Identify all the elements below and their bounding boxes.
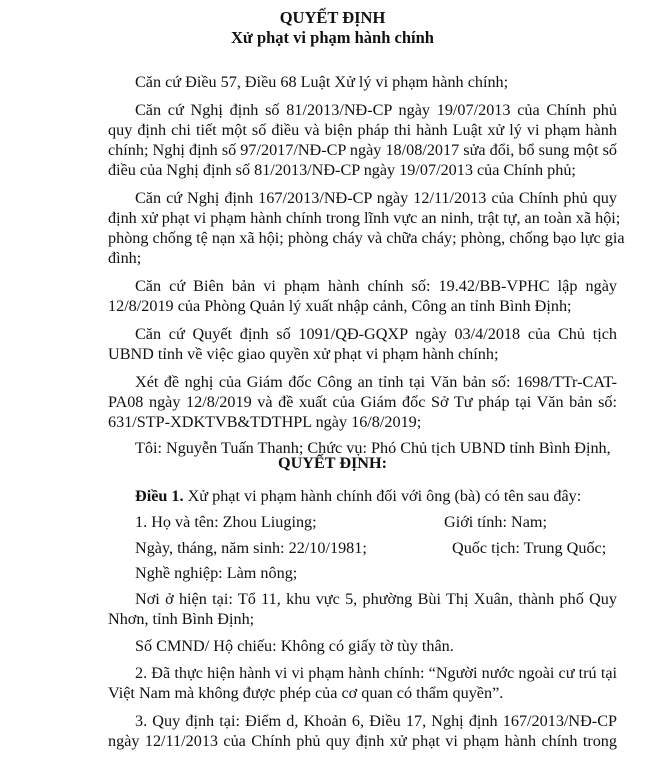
violation-line-2: Việt Nam mà không được phép của cơ quan có thẩm quyền”. [108, 684, 504, 702]
preamble-paragraph-3-line-2: định xử phạt vi phạm hành chính trong lĩnh vực an ninh, trật tự, an toàn xã hội; [108, 209, 621, 227]
regulation-line-1: 3. Quy định tại: Điểm d, Khoản 6, Điều 17, Nghị định 167/2013/NĐ-CP [135, 712, 617, 730]
regulation-line-2: ngày 12/11/2013 của Chính phủ quy định xử phạt vi phạm hành chính trong [108, 732, 617, 750]
preamble-paragraph-2-line-4: điều của Nghị định số 81/2013/NĐ-CP ngày 19/07/2013 của Chính phủ; [108, 161, 576, 179]
preamble-paragraph-4-line-1: Căn cứ Biên bản vi phạm hành chính số: 19.42/BB-VPHC lập ngày [135, 277, 617, 295]
preamble-paragraph-2-line-1: Căn cứ Nghị định số 81/2013/NĐ-CP ngày 19/07/2013 của Chính phủ [135, 101, 617, 119]
preamble-paragraph-2-line-3: chính; Nghị định số 97/2017/NĐ-CP ngày 18/08/2017 sửa đổi, bổ sung một số [108, 141, 617, 159]
person-name: 1. Họ và tên: Zhou Liuging; [135, 513, 317, 531]
person-dob: Ngày, tháng, năm sinh: 22/10/1981; [135, 539, 367, 557]
person-occupation: Nghề nghiệp: Làm nông; [135, 564, 298, 582]
preamble-paragraph-3-line-4: đình; [108, 249, 142, 267]
preamble-paragraph-1: Căn cứ Điều 57, Điều 68 Luật Xử lý vi phạm hành chính; [135, 73, 509, 91]
preamble-paragraph-2-line-2: quy định chi tiết một số điều và biện pháp thi hành Luật xử lý vi phạm hành [108, 121, 617, 139]
preamble-paragraph-5-line-1: Căn cứ Quyết định số 1091/QĐ-GQXP ngày 03/4/2018 của Chủ tịch [135, 325, 617, 343]
article-1-text: Xử phạt vi phạm hành chính đối với ông (bà) có tên sau đây: [183, 487, 582, 505]
person-residence-line-1: Nơi ở hiện tại: Tổ 11, khu vực 5, phường Bùi Thị Xuân, thành phố Quy [135, 590, 617, 608]
violation-line-1: 2. Đã thực hiện hành vi vi phạm hành chính: “Người nước ngoài cư trú tại [135, 664, 617, 682]
preamble-paragraph-6-line-2: PA08 ngày 12/8/2019 và đề xuất của Giám đốc Sở Tư pháp tại Văn bản số: [108, 393, 617, 411]
decision-heading: QUYẾT ĐỊNH: [278, 454, 387, 472]
preamble-paragraph-6-line-3: 631/STP-XDKTVB&TDTHPL ngày 16/8/2019; [108, 413, 422, 431]
person-gender: Giới tính: Nam; [444, 513, 547, 531]
article-1 [135, 486, 581, 506]
preamble-paragraph-5-line-2: UBND tỉnh về việc giao quyền xử phạt vi phạm hành chính; [108, 345, 499, 363]
preamble-paragraph-6-line-1: Xét đề nghị của Giám đốc Công an tỉnh tại Văn bản số: 1698/TTr-CAT- [135, 373, 617, 391]
person-residence-line-2: Nhơn, tỉnh Bình Định; [108, 610, 255, 628]
person-id-document: Số CMND/ Hộ chiếu: Không có giấy tờ tùy thân. [135, 637, 454, 655]
article-1-label: Điều 1. [135, 487, 184, 505]
document-subtitle: Xử phạt vi phạm hành chính [231, 28, 434, 47]
person-nationality: Quốc tịch: Trung Quốc; [452, 539, 607, 557]
preamble-paragraph-3-line-1: Căn cứ Nghị định 167/2013/NĐ-CP ngày 12/11/2013 của Chính phủ quy [135, 189, 617, 207]
document-title: QUYẾT ĐỊNH [279, 8, 386, 27]
preamble-paragraph-3-line-3: phòng chống tệ nạn xã hội; phòng cháy và chữa cháy; phòng, chống bạo lực gia [108, 229, 625, 247]
preamble-paragraph-4-line-2: 12/8/2019 của Phòng Quản lý xuất nhập cảnh, Công an tỉnh Bình Định; [108, 297, 572, 315]
preamble-paragraph-7: Tôi: Nguyễn Tuấn Thanh; Chức vụ: Phó Chủ tịch UBND tỉnh Bình Định, [135, 439, 611, 457]
